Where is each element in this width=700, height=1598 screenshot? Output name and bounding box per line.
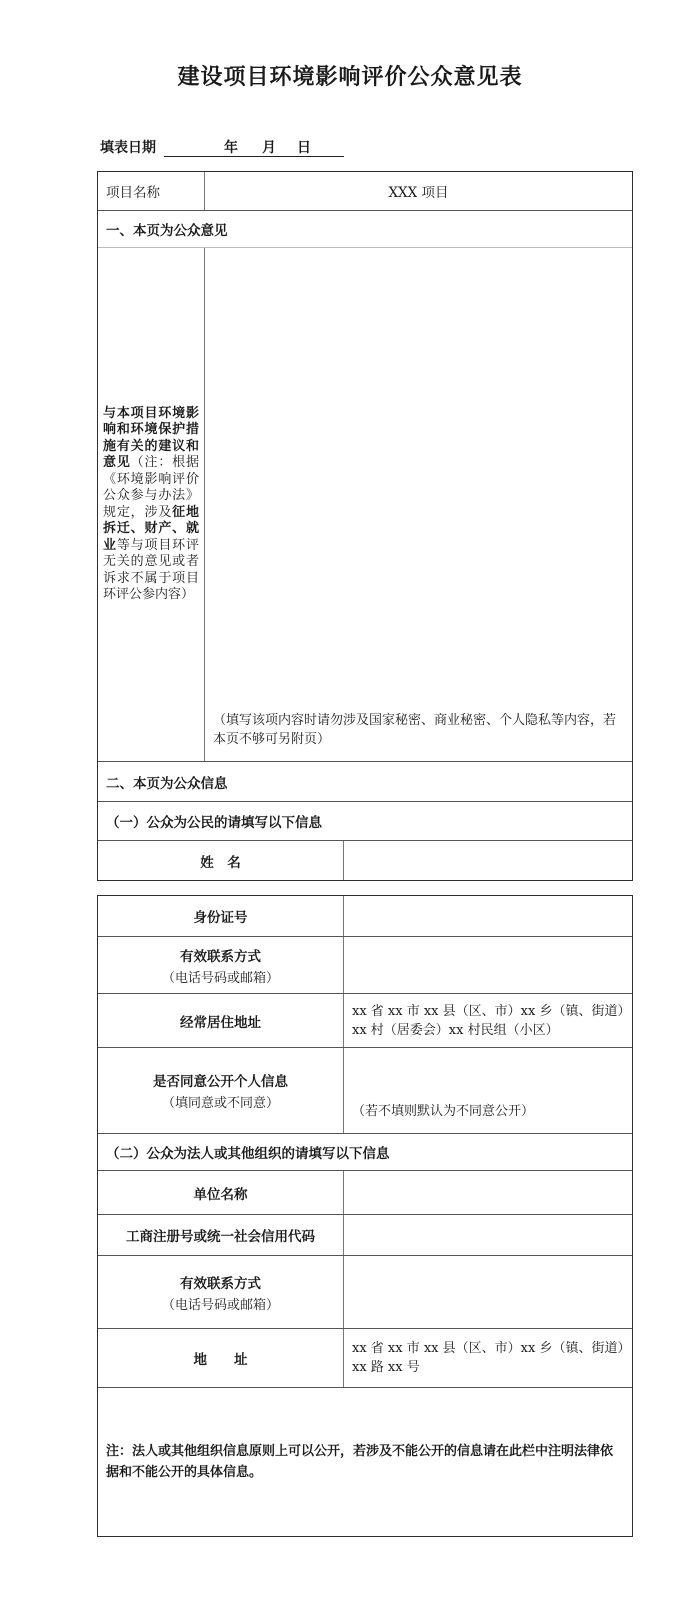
org-contact-label-sub: （电话号码或邮箱） [161,1297,279,1313]
date-month-label: 月 [262,140,276,156]
residence-address-value: xx 省 xx 市 xx 县（区、市）xx 乡（镇、街道）xx 村（居委会）xx 村民组（小区） [352,1003,624,1038]
residence-address-input-cell[interactable] [344,994,632,1047]
consent-row [98,1047,632,1133]
citizen-contact-label [98,937,344,993]
project-name-row [98,172,632,210]
id-number-row [98,896,632,936]
opinion-entry-area[interactable] [205,248,632,761]
project-name-value[interactable]: XXX 项目 [388,185,449,201]
opinion-label [98,248,205,761]
consent-input-cell[interactable] [344,1048,632,1133]
name-row [98,840,632,880]
citizen-section-header: （一）公众为公民的请填写以下信息 [98,801,632,840]
residence-address-row [98,993,632,1047]
date-day-label: 日 [297,140,311,156]
residence-address-label: 经常居住地址 [98,994,344,1047]
opinion-row [98,247,632,761]
consent-default-note: （若不填则默认为不同意公开） [352,1104,535,1119]
form-table-page2 [97,895,633,1537]
name-label: 姓 名 [98,841,344,880]
org-name-input-cell[interactable] [344,1171,632,1214]
org-address-row [98,1328,632,1387]
name-input-cell[interactable] [344,841,632,880]
org-name-label: 单位名称 [98,1171,344,1214]
registration-number-label: 工商注册号或统一社会信用代码 [98,1215,344,1255]
org-contact-label-main: 有效联系方式 [180,1275,261,1292]
date-year-label: 年 [224,140,238,156]
citizen-contact-label-main: 有效联系方式 [180,948,261,965]
org-address-label: 地 址 [98,1329,344,1387]
page-title: 建设项目环境影响评价公众意见表 [177,64,523,89]
form-table-page1 [97,171,633,881]
id-number-label: 身份证号 [98,896,344,936]
consent-label [98,1048,344,1133]
fill-date-blank[interactable] [164,137,344,157]
section2-header: 二、本页为公众信息 [98,761,632,801]
org-contact-label [98,1256,344,1328]
citizen-contact-row [98,936,632,993]
consent-label-main: 是否同意公开个人信息 [153,1074,288,1090]
org-contact-row [98,1255,632,1328]
opinion-privacy-hint: （填写该项内容时请勿涉及国家秘密、商业秘密、个人隐私等内容，若本页不够可另附页） [213,713,617,747]
org-name-row [98,1170,632,1214]
fill-date-label: 填表日期 [100,140,156,156]
org-address-value: xx 省 xx 市 xx 县（区、市）xx 乡（镇、街道）xx 路 xx 号 [352,1341,624,1375]
opinion-label-segment: 征地拆迁、财产、就业 [103,504,199,553]
registration-number-input-cell[interactable] [344,1215,632,1255]
org-contact-input-cell[interactable] [344,1256,632,1328]
fill-date-line [100,137,700,159]
section1-header: 一、本页为公众意见 [98,210,632,247]
footer-note: 注：法人或其他组织信息原则上可以公开，若涉及不能公开的信息请在此栏中注明法律依据和不能公开的具体信息。 [106,1444,614,1480]
org-address-input-cell[interactable] [344,1329,632,1387]
consent-label-sub: （填同意或不同意） [161,1096,279,1111]
opinion-label-segment: （注：根据《环境影响评价公众参与办法》规定，涉及 [103,455,199,520]
registration-number-row [98,1214,632,1255]
project-name-label: 项目名称 [98,172,205,210]
citizen-contact-label-sub: （电话号码或邮箱） [161,970,279,986]
opinion-label-segment: 等与项目环评无关的意见或者诉求不属于项目环评公参内容） [103,537,199,602]
organization-section-header: （二）公众为法人或其他组织的请填写以下信息 [98,1133,632,1170]
id-number-input-cell[interactable] [344,896,632,936]
citizen-contact-input-cell[interactable] [344,937,632,993]
footer-note-row [98,1387,632,1536]
opinion-label-segment: 与本项目环境影响和环境保护措施有关的建议和意见 [103,405,199,470]
